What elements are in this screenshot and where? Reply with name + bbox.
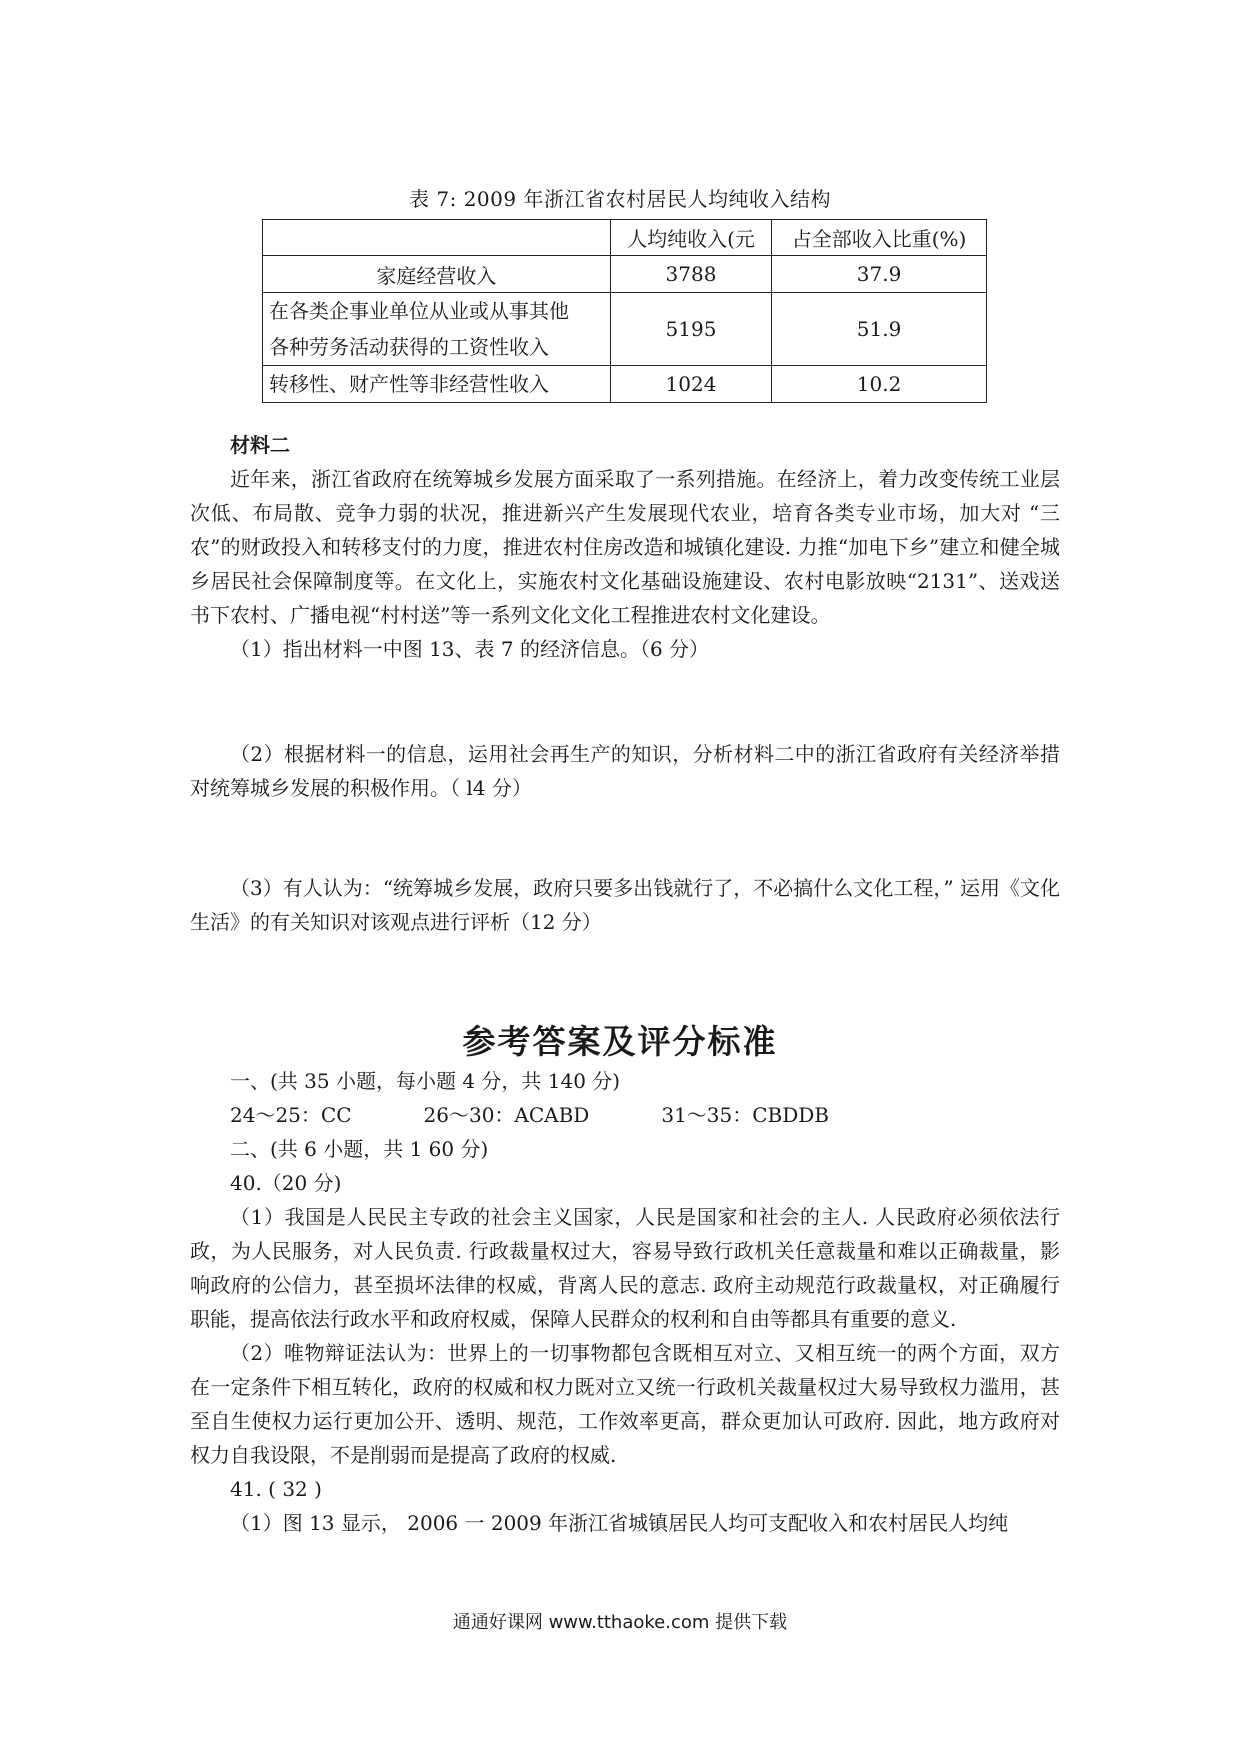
material-two-body: 近年来，浙江省政府在统筹城乡发展方面采取了一系列措施。在经济上，着力改变传统工业层次低、布局散、竞争力弱的状况，推进新兴产生发展现代农业，培育各类专业市场，加大对 “三农”的财政投入和转移支付的力度，推进农村住房改造和城镇化建设. 力推“加电下乡”建立和健全城乡居民社会保障制度等。在文化上，实施农村文化基础设施建设、农村电影放映“2131”、送戏送书下农村、广播电视“村村送”等一系列文化文化工程推进农村文化建设。: [190, 467, 1060, 627]
row-label: [263, 293, 611, 366]
answer-40-1: （1）我国是人民民主专政的社会主义国家，人民是国家和社会的主人. 人民政府必须依法行政，为人民服务，对人民负责. 行政裁量权过大，容易导致行政机关任意裁量和难以正确裁量，影响政府的公信力，甚至损坏法律的权威，背离人民的意志. 政府主动规范行政裁量权，对正确履行职能，提高依法行政水平和政府权威，保障人民群众的权利和自由等都具有重要的意义.: [190, 1205, 1060, 1331]
income-structure-table: [262, 219, 987, 403]
answer-41-1: （1）图 13 显示， 2006 一 2009 年浙江省城镇居民人均可支配收入和农村居民人均纯: [230, 1511, 1009, 1535]
question-1: （1）指出材料一中图 13、表 7 的经济信息。（6 分）: [230, 637, 710, 661]
material-two-heading: 材料二: [230, 433, 290, 457]
row-income: 5195: [610, 293, 771, 366]
row-share: 37.9: [772, 256, 987, 293]
answer-key-section: [190, 1064, 1060, 1540]
row-label-line-2: 各种劳务活动获得的工资性收入: [269, 335, 549, 359]
question-40-heading: 40.（20 分): [230, 1171, 342, 1195]
multiple-choice-answers: [190, 1098, 1060, 1132]
row-income: 1024: [610, 366, 771, 403]
mc-answers-31-35: 31～35：CBDDB: [661, 1103, 830, 1127]
question-3: （3）有人认为：“统筹城乡发展，政府只要多出钱就行了，不必搞什么文化工程，” 运用《文化生活》的有关知识对该观点进行评析（12 分）: [190, 876, 1060, 934]
row-label: 转移性、财产性等非经营性收入: [263, 366, 611, 403]
part-two-heading: 二、(共 6 小题，共 1 60 分): [230, 1137, 489, 1161]
row-income: 3788: [610, 256, 771, 293]
part-one-heading: 一、(共 35 小题，每小题 4 分，共 140 分): [230, 1069, 621, 1093]
mc-answers-26-30: 26～30：ACABD: [423, 1103, 590, 1127]
question-2: （2）根据材料一的信息，运用社会再生产的知识，分析材料二中的浙江省政府有关经济举措对统筹城乡发展的积极作用。（ l4 分）: [190, 742, 1060, 800]
row-label: 家庭经营收入: [263, 256, 611, 293]
row-share: 10.2: [772, 366, 987, 403]
table-row: [263, 293, 987, 366]
row-label-line-1: 在各类企事业单位从业或从事其他: [269, 299, 569, 323]
header-cell-share: 占全部收入比重(%): [772, 220, 987, 256]
row-share: 51.9: [772, 293, 987, 366]
answer-40-2: （2）唯物辩证法认为：世界上的一切事物都包含既相互对立、又相互统一的两个方面，双方在一定条件下相互转化，政府的权威和权力既对立又统一行政机关裁量权过大易导致权力滥用，甚至自生使权力运行更加公开、透明、规范，工作效率更高，群众更加认可政府. 因此，地方政府对权力自我设限，不是削弱而是提高了政府的权威.: [190, 1341, 1060, 1467]
table-header-row: [263, 220, 987, 256]
question-3-block: [190, 871, 1060, 939]
download-footer: 通通好课网 www.tthaoke.com 提供下载: [452, 1612, 788, 1633]
header-cell-income: 人均纯收入(元: [610, 220, 771, 256]
question-2-block: [190, 737, 1060, 805]
answer-key-title: 参考答案及评分标准: [462, 1022, 778, 1061]
table-caption: 表 7: 2009 年浙江省农村居民人均纯收入结构: [409, 187, 831, 211]
question-41-heading: 41. ( 32 ): [230, 1477, 322, 1501]
mc-answers-24-25: 24～25：CC: [230, 1103, 352, 1127]
table-row: [263, 366, 987, 403]
header-cell-blank: [263, 220, 611, 256]
table-row: [263, 256, 987, 293]
material-two-section: [190, 428, 1060, 666]
